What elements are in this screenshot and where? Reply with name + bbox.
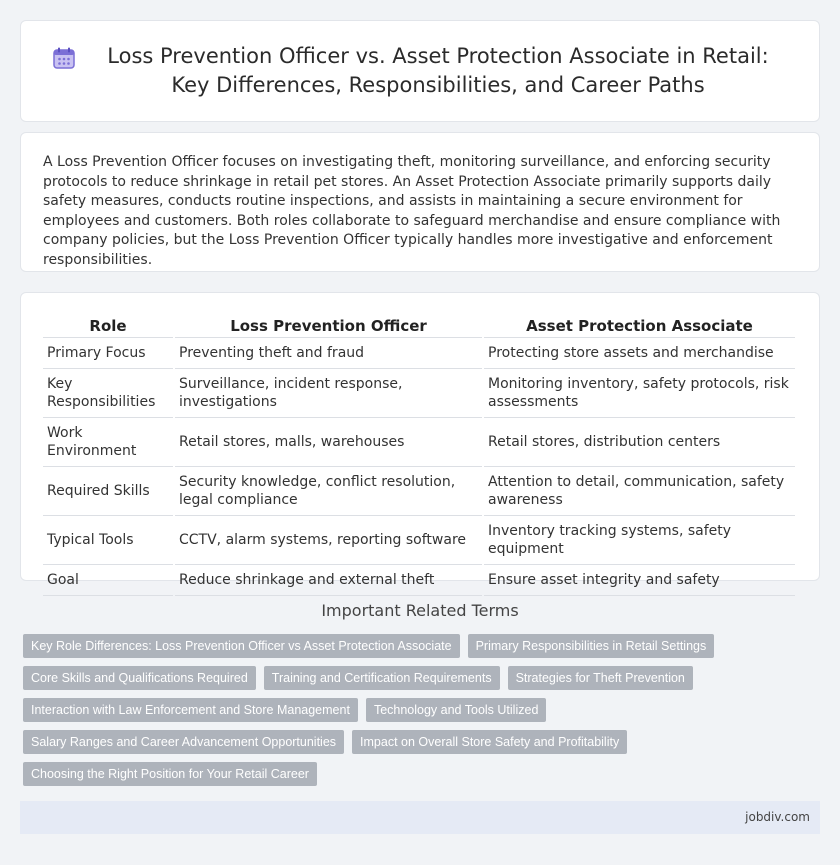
header-card <box>20 20 820 122</box>
related-term-tag[interactable]: Impact on Overall Store Safety and Profitability <box>352 730 627 754</box>
comparison-table-card <box>20 292 820 588</box>
table-cell-apa: Attention to detail, communication, safety awareness <box>484 467 795 516</box>
related-term-tag[interactable]: Salary Ranges and Career Advancement Opportunities <box>23 730 344 754</box>
intro-paragraph: A Loss Prevention Officer focuses on investigating theft, monitoring surveillance, and enforcing security protocols to reduce shrinkage in retail pet stores. An Asset Protection Associate primarily supports daily safety measures, conducts routine inspections, and assists in maintaining a secure environment for employees and customers. Both roles collaborate to safeguard merchandise and ensure compliance with company policies, but the Loss Prevention Officer typically handles more investigative and enforcement responsibilities. <box>43 154 781 268</box>
table-cell-role: Key Responsibilities <box>43 369 173 418</box>
table-cell-apa: Protecting store assets and merchandise <box>484 338 795 369</box>
column-header-loss-prevention-officer: Loss Prevention Officer <box>175 313 482 338</box>
table-row <box>43 418 795 467</box>
table-cell-lpo: Security knowledge, conflict resolution, legal compliance <box>175 467 482 516</box>
table-row <box>43 369 795 418</box>
table-row <box>43 338 795 369</box>
related-term-tag[interactable]: Interaction with Law Enforcement and Store Management <box>23 698 358 722</box>
table-row <box>43 516 795 565</box>
table-cell-lpo: Surveillance, incident response, investigations <box>175 369 482 418</box>
related-term-tag[interactable]: Core Skills and Qualifications Required <box>23 666 256 690</box>
table-cell-role: Typical Tools <box>43 516 173 565</box>
table-cell-role: Required Skills <box>43 467 173 516</box>
related-term-tag[interactable]: Technology and Tools Utilized <box>366 698 546 722</box>
table-cell-role: Primary Focus <box>43 338 173 369</box>
table-cell-lpo: Retail stores, malls, warehouses <box>175 418 482 467</box>
footer <box>20 801 820 834</box>
related-term-tag[interactable]: Choosing the Right Position for Your Retail Career <box>23 762 317 786</box>
related-term-tag[interactable]: Strategies for Theft Prevention <box>508 666 693 690</box>
intro-card <box>20 132 820 272</box>
table-cell-role: Work Environment <box>43 418 173 467</box>
table-cell-apa: Inventory tracking systems, safety equipment <box>484 516 795 565</box>
comparison-table <box>41 313 797 596</box>
related-term-tag[interactable]: Key Role Differences: Loss Prevention Officer vs Asset Protection Associate <box>23 634 460 658</box>
table-cell-lpo: CCTV, alarm systems, reporting software <box>175 516 482 565</box>
column-header-asset-protection-associate: Asset Protection Associate <box>484 313 795 338</box>
page-title: Loss Prevention Officer vs. Asset Protection Associate in Retail: Key Differences, Responsibilities, and Career Paths <box>107 44 769 97</box>
title-wrap <box>21 42 819 100</box>
table-cell-role: Goal <box>43 565 173 596</box>
table-row <box>43 467 795 516</box>
column-header-role: Role <box>43 313 173 338</box>
table-header-row <box>43 313 795 338</box>
table-row <box>43 565 795 596</box>
related-term-tag[interactable]: Training and Certification Requirements <box>264 666 500 690</box>
calendar-icon <box>51 46 77 70</box>
related-terms-list <box>23 634 803 786</box>
table-cell-apa: Monitoring inventory, safety protocols, risk assessments <box>484 369 795 418</box>
related-term-tag[interactable]: Primary Responsibilities in Retail Settings <box>468 634 715 658</box>
table-cell-lpo: Preventing theft and fraud <box>175 338 482 369</box>
table-cell-apa: Retail stores, distribution centers <box>484 418 795 467</box>
table-cell-apa: Ensure asset integrity and safety <box>484 565 795 596</box>
footer-site-link[interactable]: jobdiv.com <box>745 810 810 824</box>
related-terms-heading: Important Related Terms <box>321 601 519 620</box>
table-cell-lpo: Reduce shrinkage and external theft <box>175 565 482 596</box>
